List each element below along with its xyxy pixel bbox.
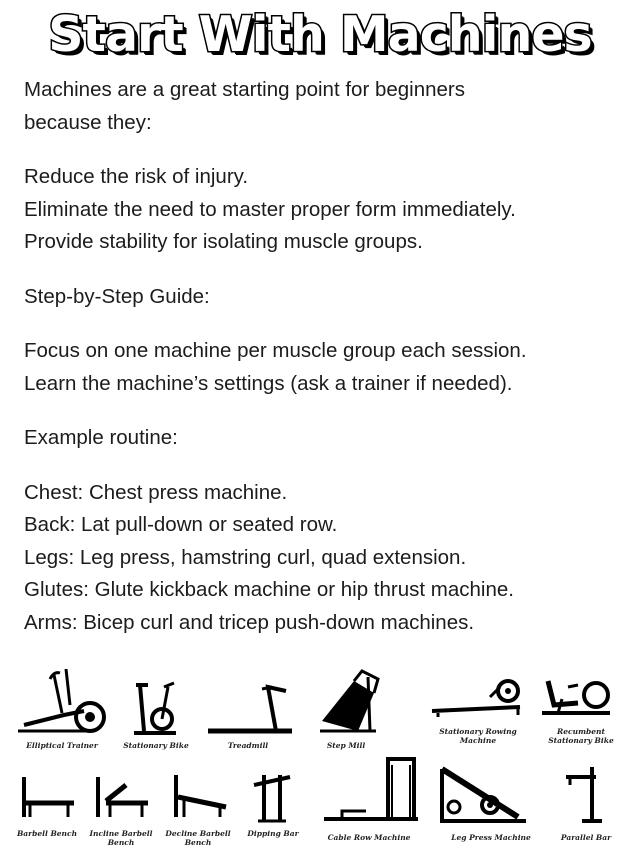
leg-press-machine-icon	[438, 759, 530, 825]
routine-item: Arms: Bicep curl and tricep push-down machines.	[24, 610, 475, 634]
machine-label: Leg Press Machine	[451, 833, 531, 842]
benefit-item: Provide stability for isolating muscle groups.	[24, 230, 423, 253]
routine-item: Legs: Leg press, hamstring curl, quad extension.	[24, 545, 467, 569]
routine-heading: Example routine:	[24, 426, 178, 449]
machine-label: Stationary Bike	[123, 741, 189, 750]
machine-label: Parallel Bar	[560, 833, 612, 842]
machine-label: Recumbent Stationary Bike	[548, 727, 614, 745]
machine-label: Incline Barbell Bench	[89, 829, 153, 847]
guide-step: Focus on one machine per muscle group each session.	[24, 339, 527, 362]
guide-step: Learn the machine’s settings (ask a trainer if needed).	[24, 371, 513, 395]
incline-bench-icon	[94, 773, 154, 825]
rowing-machine-icon	[430, 677, 526, 719]
intro-line: Machines are a great starting point for beginners	[24, 78, 466, 101]
recumbent-bike-icon	[538, 669, 614, 721]
machine-illustrations	[0, 655, 640, 853]
machine-label: Decline Barbell Bench	[165, 829, 231, 847]
routine-item: Chest: Chest press machine.	[24, 480, 288, 504]
parallel-bar-icon	[560, 763, 604, 825]
machine-label: Treadmill	[227, 741, 269, 750]
routine-item: Back: Lat pull-down or seated row.	[24, 513, 338, 536]
dipping-bar-icon	[252, 767, 292, 825]
machine-label: Step Mill	[326, 741, 366, 750]
article-body	[24, 74, 624, 639]
benefit-item: Reduce the risk of injury.	[24, 165, 249, 188]
decline-bench-icon	[170, 773, 230, 825]
barbell-bench-icon	[18, 773, 78, 825]
machine-label: Elliptical Trainer	[26, 741, 98, 750]
routine-item: Glutes: Glute kickback machine or hip thrust machine.	[24, 578, 514, 601]
step-mill-icon	[318, 665, 382, 737]
elliptical-trainer-icon	[14, 665, 110, 737]
guide-heading: Step-by-Step Guide:	[24, 284, 210, 308]
stationary-bike-icon	[128, 677, 182, 737]
treadmill-icon	[206, 677, 296, 737]
machine-label: Stationary Rowing Machine	[439, 727, 517, 745]
machine-label: Barbell Bench	[16, 829, 78, 838]
machine-label: Dipping Bar	[247, 829, 299, 838]
intro-line: because they:	[24, 110, 152, 134]
benefit-item: Eliminate the need to master proper form immediately.	[24, 197, 516, 221]
machine-label: Cable Row Machine	[327, 833, 411, 842]
page-title: Start With Machines	[48, 6, 592, 63]
cable-row-machine-icon	[322, 755, 422, 827]
